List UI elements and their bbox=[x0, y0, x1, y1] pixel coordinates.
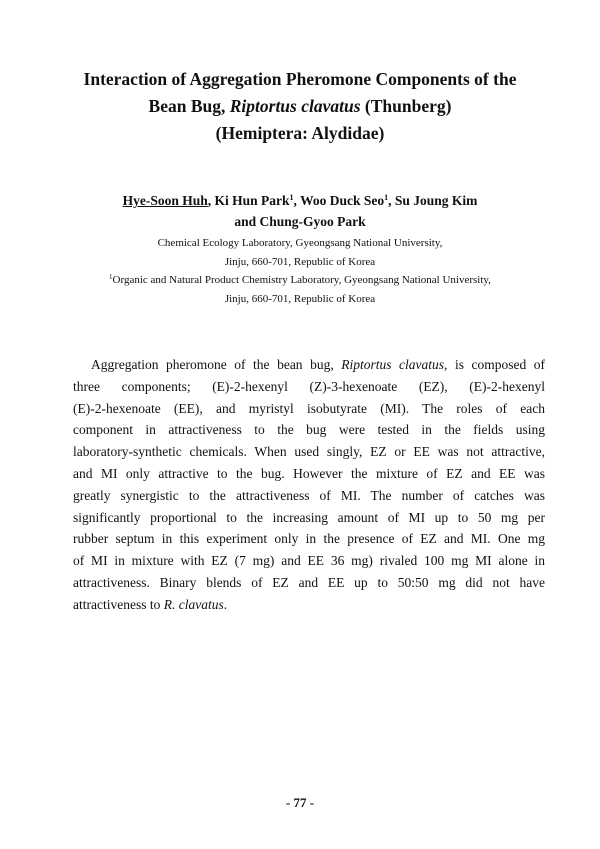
paper-title bbox=[40, 66, 560, 147]
affiliation-marker: 1 bbox=[289, 193, 294, 202]
title-line-1: Interaction of Aggregation Pheromone Components of the bbox=[83, 69, 517, 89]
species-name: Riptortus clavatus bbox=[229, 96, 361, 116]
abstract-line: laboratory-synthetic chemicals. When used singly, EZ or EE was not attractive, bbox=[73, 444, 545, 460]
affiliation-line bbox=[50, 271, 550, 290]
species-name: Riptortus clavatus bbox=[341, 357, 445, 372]
title-text: Bean Bug, bbox=[148, 96, 230, 116]
author-separator: , bbox=[388, 193, 395, 208]
abstract-body bbox=[73, 354, 545, 616]
abstract-line bbox=[73, 594, 545, 616]
abstract-line: greatly synergistic to the attractiveness of MI. The number of catches was bbox=[73, 487, 545, 503]
affiliation-line: Chemical Ecology Laboratory, Gyeongsang National University, bbox=[157, 237, 443, 249]
author-name: Woo Duck Seo bbox=[300, 193, 385, 208]
author-separator: , bbox=[207, 193, 215, 208]
abstract-line: of MI in mixture with EZ (7 mg) and EE 36 mg) rivaled 100 mg MI alone in bbox=[73, 553, 545, 569]
abstract-line: (E)-2-hexenoate (EE), and myristyl isobutyrate (MI). The roles of each bbox=[73, 400, 545, 416]
affiliations bbox=[50, 234, 550, 308]
author-line-2: and Chung-Gyoo Park bbox=[234, 214, 366, 229]
title-text: (Thunberg) bbox=[360, 96, 452, 116]
abstract-text: Aggregation pheromone of the bean bug, bbox=[91, 357, 342, 372]
author-name: Su Joung Kim bbox=[394, 193, 478, 208]
page-number: - 77 - bbox=[285, 795, 315, 810]
abstract-line: attractiveness. Binary blends of EZ and EE up to 50:50 mg did not have bbox=[73, 574, 545, 590]
affiliation-line: Jinju, 660-701, Republic of Korea bbox=[224, 292, 376, 305]
title-line-2 bbox=[40, 93, 560, 120]
author-name: Hye-Soon Huh bbox=[122, 193, 208, 208]
abstract-line: and MI only attractive to the bug. However the mixture of EZ and EE was bbox=[73, 465, 545, 481]
affiliation-marker: 1 bbox=[109, 273, 113, 281]
abstract-text: . bbox=[223, 596, 228, 612]
abstract-line: component in attractiveness to the bug were tested in the fields using bbox=[73, 422, 545, 438]
author-name: Ki Hun Park bbox=[214, 193, 290, 208]
abstract-text: , is composed of bbox=[444, 357, 545, 372]
abstract-line: significantly proportional to the increasing amount of MI up to 50 mg per bbox=[73, 509, 545, 525]
author-line-1 bbox=[60, 190, 540, 211]
abstract-line bbox=[73, 354, 545, 376]
affiliation-marker: 1 bbox=[384, 193, 389, 202]
abstract-line: three components; (E)-2-hexenyl (Z)-3-hexenoate (EZ), (E)-2-hexenyl bbox=[73, 378, 545, 394]
abstract-text: attractiveness to bbox=[73, 596, 164, 612]
author-separator: , bbox=[293, 193, 301, 208]
affiliation-line: Jinju, 660-701, Republic of Korea bbox=[224, 255, 376, 268]
affiliation-text: Organic and Natural Product Chemistry Laboratory, Gyeongsang National University, bbox=[112, 274, 491, 286]
species-name: R. clavatus bbox=[163, 596, 224, 612]
title-line-3: (Hemiptera: Alydidae) bbox=[215, 123, 385, 143]
author-list bbox=[60, 190, 540, 232]
abstract-line: rubber septum in this experiment only in the presence of EZ and MI. One mg bbox=[73, 531, 545, 547]
